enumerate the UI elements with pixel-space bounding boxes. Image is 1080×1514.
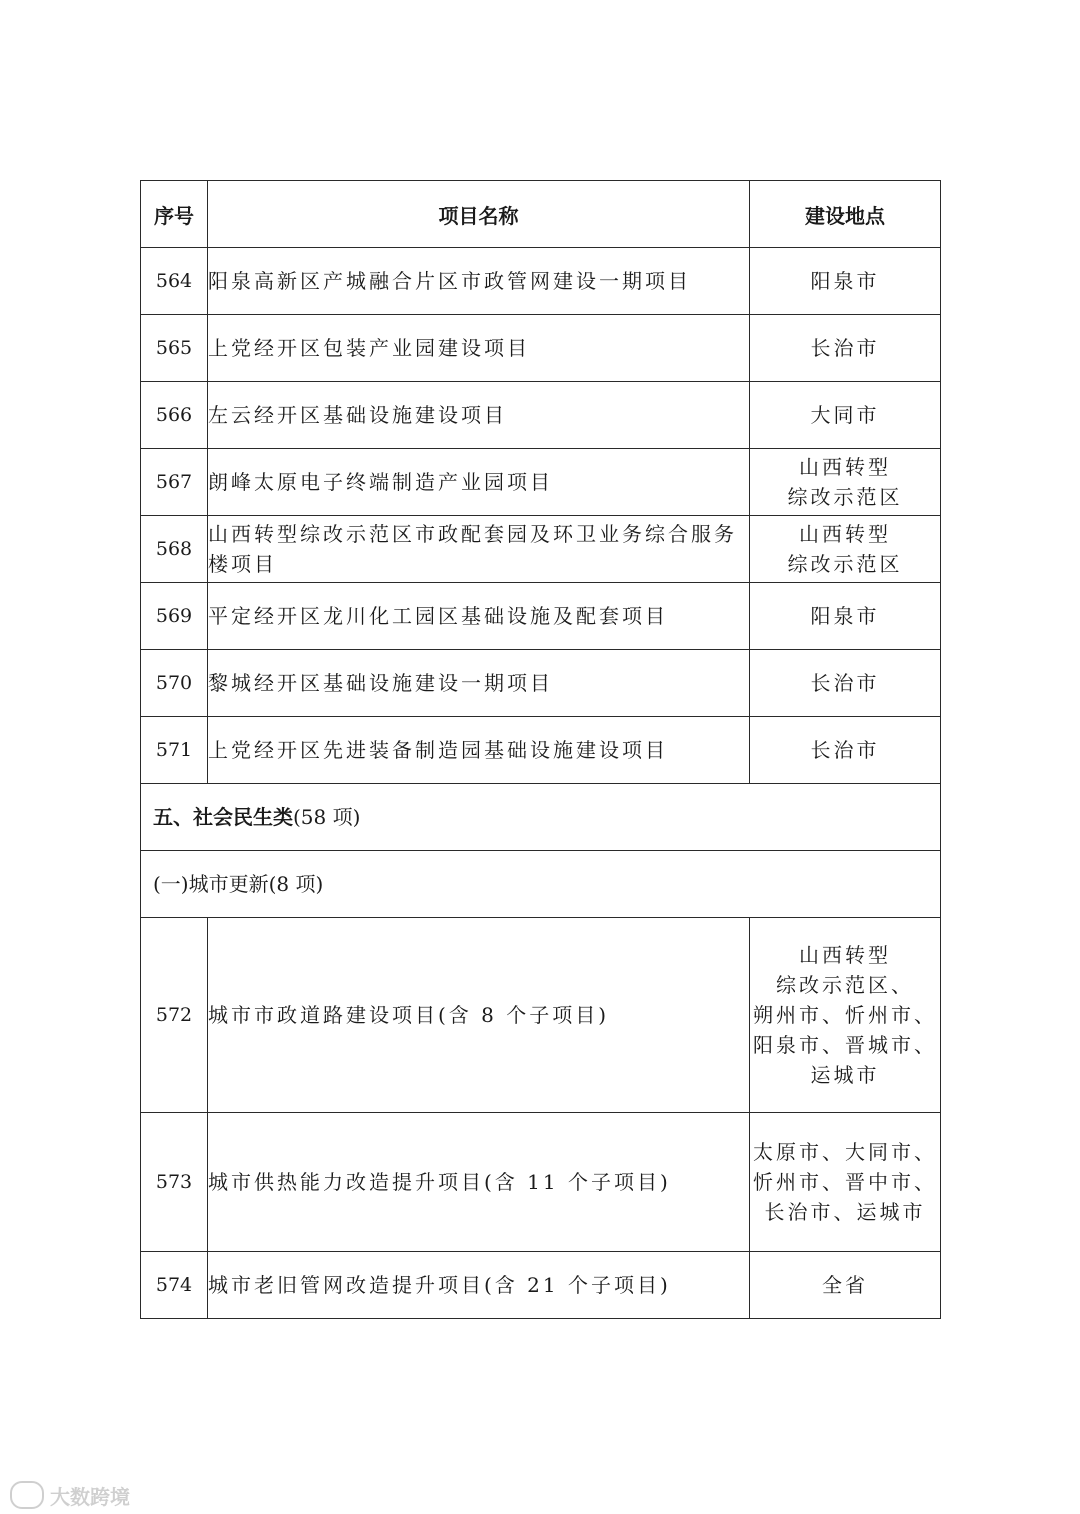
- table-row: [141, 315, 941, 382]
- project-name: 阳泉高新区产城融合片区市政管网建设一期项目: [208, 248, 750, 315]
- location-line: 长治市: [810, 336, 880, 360]
- project-name: 城市供热能力改造提升项目(含 11 个子项目): [208, 1113, 750, 1252]
- row-number: 570: [141, 650, 208, 717]
- location-line: 综改示范区: [787, 485, 903, 509]
- table-row: [141, 1113, 941, 1252]
- location-line: 忻州市、晋中市、: [753, 1170, 937, 1194]
- project-name: 城市市政道路建设项目(含 8 个子项目): [208, 918, 750, 1113]
- header-name: 项目名称: [208, 181, 750, 248]
- project-location: [750, 717, 941, 784]
- project-location: [750, 918, 941, 1113]
- watermark-text: 大数跨境: [50, 1484, 130, 1509]
- project-name: 山西转型综改示范区市政配套园及环卫业务综合服务楼项目: [208, 516, 750, 583]
- row-number: 574: [141, 1252, 208, 1319]
- row-number: 572: [141, 918, 208, 1113]
- location-line: 长治市: [810, 738, 880, 762]
- location-line: 阳泉市: [810, 604, 880, 628]
- row-number: 569: [141, 583, 208, 650]
- watermark: [10, 1480, 130, 1510]
- project-location: [750, 650, 941, 717]
- table-header-row: [141, 181, 941, 248]
- section-rows: [141, 784, 941, 918]
- row-number: 566: [141, 382, 208, 449]
- project-name: 左云经开区基础设施建设项目: [208, 382, 750, 449]
- location-line: 山西转型: [799, 522, 891, 546]
- project-name: 黎城经开区基础设施建设一期项目: [208, 650, 750, 717]
- watermark-logo-icon: [10, 1481, 44, 1509]
- row-number: 571: [141, 717, 208, 784]
- project-location: [750, 449, 941, 516]
- row-number: 567: [141, 449, 208, 516]
- table-body-b: [141, 918, 941, 1319]
- project-name: 朗峰太原电子终端制造产业园项目: [208, 449, 750, 516]
- row-number: 573: [141, 1113, 208, 1252]
- project-table: [140, 180, 941, 1319]
- subsection-heading: (一)城市更新(8 项): [141, 851, 941, 918]
- table-row: [141, 918, 941, 1113]
- location-line: 阳泉市: [810, 269, 880, 293]
- project-name: 城市老旧管网改造提升项目(含 21 个子项目): [208, 1252, 750, 1319]
- header-no: 序号: [141, 181, 208, 248]
- location-line: 综改示范区、: [776, 973, 914, 997]
- location-line: 太原市、大同市、: [753, 1140, 937, 1164]
- table-row: [141, 248, 941, 315]
- location-line: 全省: [822, 1273, 868, 1297]
- location-line: 长治市、运城市: [764, 1200, 926, 1224]
- header-location: 建设地点: [750, 181, 941, 248]
- table-row: [141, 516, 941, 583]
- location-line: 大同市: [810, 403, 880, 427]
- location-line: 朔州市、忻州市、: [753, 1003, 937, 1027]
- project-location: [750, 1113, 941, 1252]
- table-row: [141, 1252, 941, 1319]
- section-heading: 五、社会民生类(58 项): [141, 784, 941, 851]
- row-number: 568: [141, 516, 208, 583]
- project-location: [750, 583, 941, 650]
- location-line: 长治市: [810, 671, 880, 695]
- location-line: 山西转型: [799, 455, 891, 479]
- project-location: [750, 382, 941, 449]
- table-row: [141, 449, 941, 516]
- table-row: [141, 717, 941, 784]
- table-row: [141, 583, 941, 650]
- subsection-heading-row: [141, 851, 941, 918]
- project-name: 平定经开区龙川化工园区基础设施及配套项目: [208, 583, 750, 650]
- location-line: 综改示范区: [787, 552, 903, 576]
- table-body-a: [141, 248, 941, 784]
- table-row: [141, 650, 941, 717]
- location-line: 阳泉市、晋城市、: [753, 1033, 937, 1057]
- section-heading-row: [141, 784, 941, 851]
- location-line: 山西转型: [799, 943, 891, 967]
- project-location: [750, 1252, 941, 1319]
- project-name: 上党经开区先进装备制造园基础设施建设项目: [208, 717, 750, 784]
- location-line: 运城市: [810, 1063, 880, 1087]
- table-row: [141, 382, 941, 449]
- project-location: [750, 315, 941, 382]
- row-number: 565: [141, 315, 208, 382]
- project-location: [750, 248, 941, 315]
- project-name: 上党经开区包装产业园建设项目: [208, 315, 750, 382]
- row-number: 564: [141, 248, 208, 315]
- project-location: [750, 516, 941, 583]
